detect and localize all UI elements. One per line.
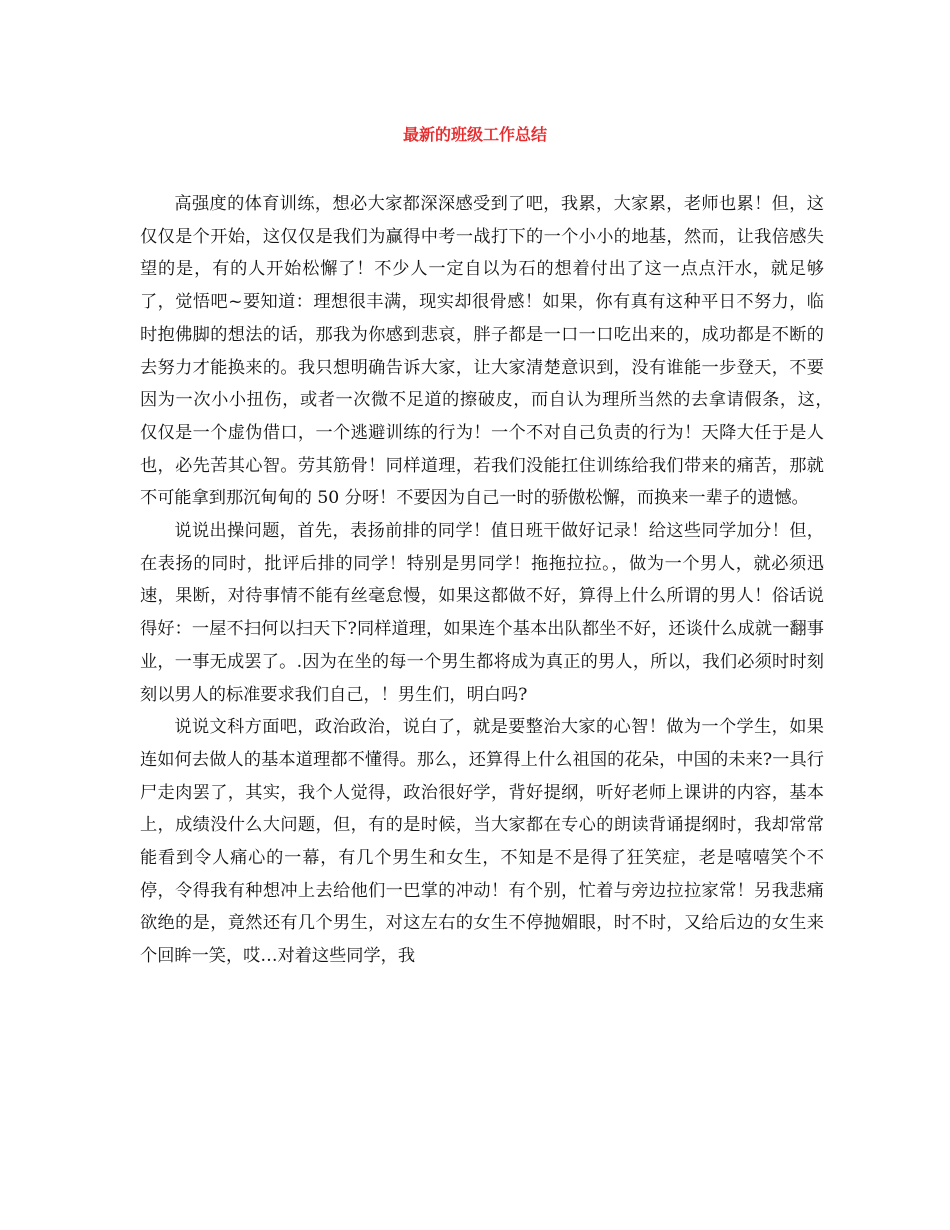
- paragraph-exercise: 说说出操问题，首先，表扬前排的同学！值日班干做好记录！给这些同学加分！但，在表扬的同时，批评后排的同学！特别是男同学！拖拖拉拉。，做为一个男人，就必须迅速，果断，对待事情不能有丝毫怠慢，如果这都做不好，算得上什么所谓的男人！俗话说得好：一屋不扫何以扫天下?同样道理，如果连个基本出队都坐不好，还谈什么成就一翻事业，一事无成罢了。.因为在坐的每一个男生都将成为真正的男人，所以，我们必须时时刻刻以男人的标准要求我们自己，！男生们，明白吗?: [140, 521, 824, 705]
- document-body: [140, 188, 842, 973]
- paragraph-liberal-arts: 说说文科方面吧，政治政治，说白了，就是要整治大家的心智！做为一个学生，如果连如何去做人的基本道理都不懂得。那么，还算得上什么祖国的花朵，中国的未来?一具行尸走肉罢了，其实，我个人觉得，政治很好学，背好提纲，听好老师上课讲的内容，基本上，成绩没什么大问题，但，有的是时候，当大家都在专心的朗读背诵提纲时，我却常常能看到令人痛心的一幕，有几个男生和女生，不知是不是得了狂笑症，老是嘻嘻笑个不停，令得我有种想冲上去给他们一巴掌的冲动！有个别，忙着与旁边拉拉家常！另我悲痛欲绝的是，竟然还有几个男生，对这左右的女生不停抛媚眼，时不时，又给后边的女生来个回眸一笑，哎…对着这些同学，我: [140, 717, 824, 967]
- paragraph-training: 高强度的体育训练，想必大家都深深感受到了吧，我累，大家累，老师也累！但，这仅仅是个开始，这仅仅是我们为赢得中考一战打下的一个小小的地基，然而，让我倍感失望的是，有的人开始松懈了！不少人一定自以为石的想着付出了这一点点汗水，就足够了，觉悟吧~要知道：理想很丰满，现实却很骨感！如果，你有真有这种平日不努力，临时抱佛脚的想法的话，那我为你感到悲哀，胖子都是一口一口吃出来的，成功都是不断的去努力才能换来的。我只想明确告诉大家，让大家清楚意识到，没有谁能一步登天，不要因为一次小小扭伤，或者一次微不足道的擦破皮，而自认为理所当然的去拿请假条，这， 仅仅是一个虚伪借口，一个逃避训练的行为！一个不对自己负责的行为！天降大任于是人也，必先苦其心智。劳其筋骨！同样道理，若我们没能扛住训练给我们带来的痛苦，那就不可能拿到那沉甸甸的 50 分呀！不要因为自己一时的骄傲松懈，而换来一辈子的遗憾。: [140, 194, 842, 509]
- document-title: 最新的班级工作总结: [402, 125, 547, 144]
